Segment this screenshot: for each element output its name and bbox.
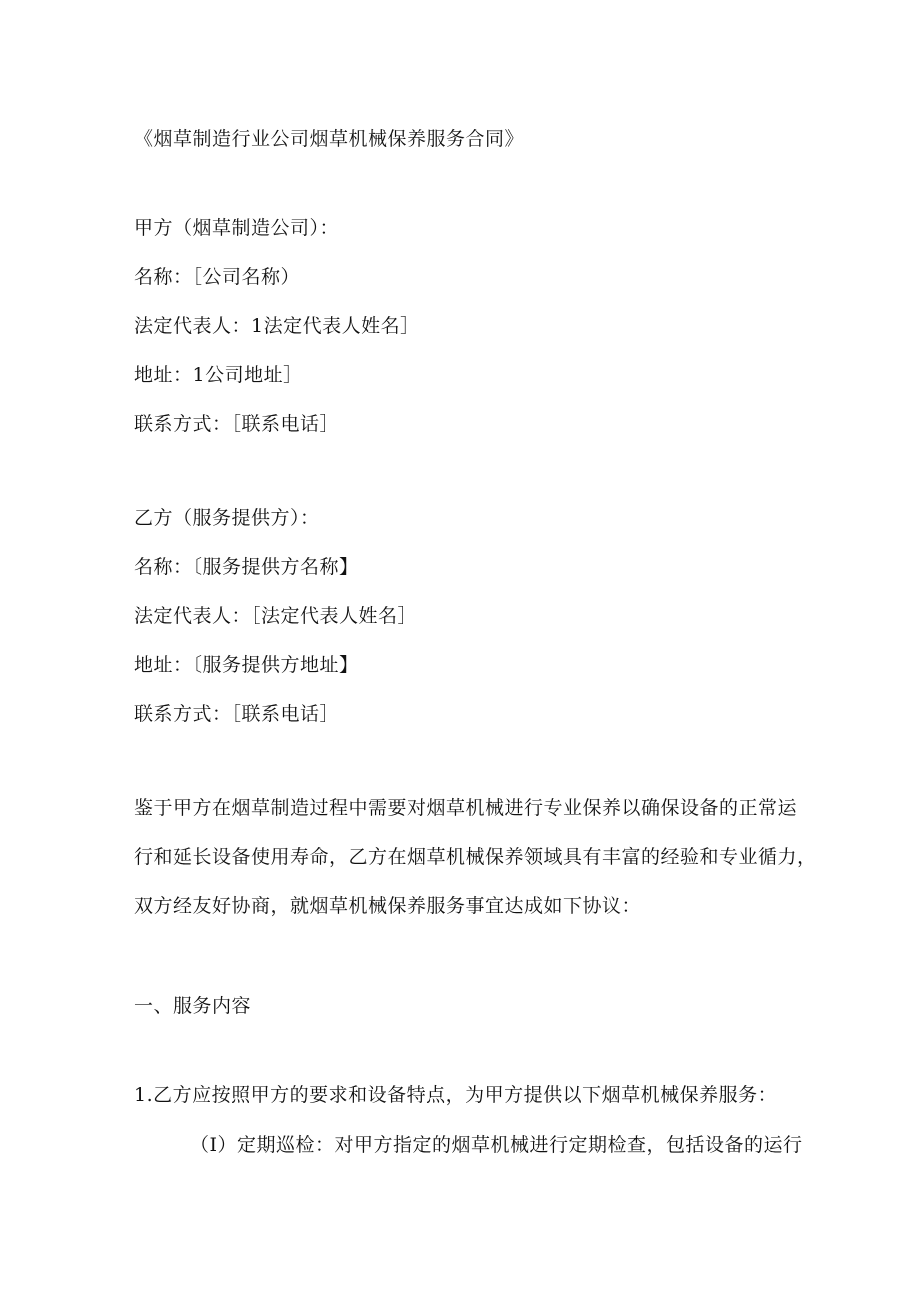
- party-a-heading: 甲方（烟草制造公司）：: [134, 217, 340, 239]
- party-b-address: 地址：〔服务提供方地址】: [134, 654, 359, 676]
- preamble-line: 行和延长设备使用寿命，乙方在烟草机械保养领域具有丰富的经验和专业循力，: [134, 846, 817, 868]
- section-heading: 一、服务内容: [134, 995, 252, 1017]
- preamble-line: 双方经友好协商，就烟草机械保养服务事宜达成如下协议：: [134, 895, 642, 917]
- party-a-name: 名称：［公司名称）: [134, 266, 301, 288]
- party-b-name: 名称：〔服务提供方名称】: [134, 556, 359, 578]
- party-a-legal-rep: 法定代表人：1法定代表人姓名］: [134, 315, 420, 337]
- clause-1: 1.乙方应按照甲方的要求和设备特点，为甲方提供以下烟草机械保养服务：: [134, 1084, 778, 1106]
- party-a-address: 地址：1公司地址］: [134, 364, 303, 386]
- party-b-heading: 乙方（服务提供方）：: [134, 507, 320, 529]
- document-title: 《烟草制造行业公司烟草机械保养服务合同》: [134, 128, 525, 150]
- party-a-contact: 联系方式：［联系电话］: [134, 413, 340, 435]
- clause-1-1: （I）定期巡检：对甲方指定的烟草机械进行定期检查，包括设备的运行: [190, 1134, 803, 1156]
- party-b-legal-rep: 法定代表人：［法定代表人姓名］: [134, 605, 418, 627]
- preamble-line: 鉴于甲方在烟草制造过程中需要对烟草机械进行专业保养以确保设备的正常运: [134, 797, 798, 819]
- party-b-contact: 联系方式：［联系电话］: [134, 703, 340, 725]
